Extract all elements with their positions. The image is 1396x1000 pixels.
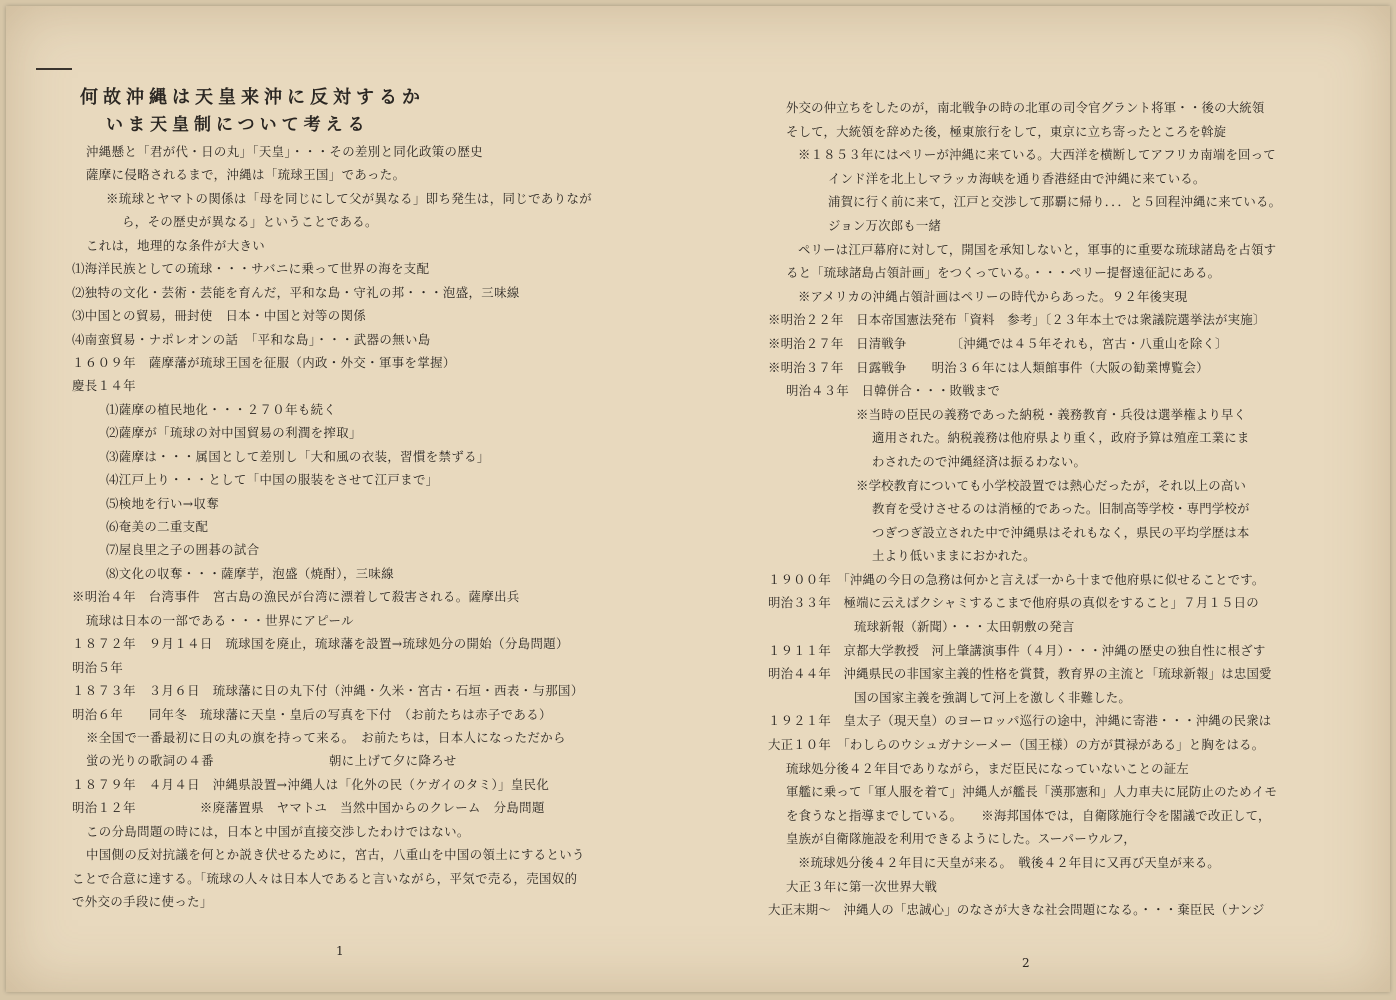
page-number-left: 1	[336, 944, 344, 958]
text-line: ⑶中国との貿易，冊封使 日本・中国と対等の関係	[72, 308, 367, 324]
text-line: ⑻文化の収奪・・・薩摩芋，泡盛（焼酎），三味線	[106, 565, 394, 581]
text-line: ペリーは江戸幕府に対して，開国を承知しないと，軍事的に重要な琉球諸島を占領す	[798, 241, 1277, 257]
text-line: 浦賀に行く前に来て，江戸と交渉して那覇に帰り．．．と５回程沖縄に来ている。	[828, 194, 1282, 210]
text-line: ら，その歴史が異なる」ということである。	[122, 214, 378, 230]
text-line: わされたので沖縄経済は振るわない。	[872, 453, 1087, 469]
text-line: 大正末期～ 沖縄人の「忠誠心」のなさが大きな社会問題になる。・・・棄臣民（ナンジ	[768, 902, 1265, 918]
text-line: 明治３３年 極端に云えばクシャミするこまで他府県の真似をすること」７月１５日の	[768, 595, 1259, 611]
document-sheet	[6, 6, 1390, 992]
text-line: 琉球処分後４２年目でありながら，まだ臣民になっていないことの証左	[786, 760, 1189, 776]
text-line: ⑷江戸上り・・・として「中国の服装をさせて江戸まで」	[106, 472, 439, 488]
document-title: 何故沖縄は天皇来沖に反対するか	[80, 87, 425, 108]
text-line: 土より低いままにおかれた。	[872, 548, 1036, 564]
text-line: ジョン万次郎も一緒	[828, 217, 942, 233]
text-line: ⑹奄美の二重支配	[106, 519, 209, 534]
text-line: ※琉球とヤマトの関係は「母を同じにして父が異なる」即ち発生は，同じでありなが	[106, 190, 593, 206]
text-line: ⑺屋良里之子の囲碁の試合	[106, 542, 260, 558]
text-line: １９１１年 京都大学教授 河上肇講演事件（４月）・・・沖縄の歴史の独自性に根ざす	[768, 642, 1266, 658]
text-line: ※明治４年 台湾事件 宮古島の漁民が台湾に漂着して殺害される。薩摩出兵	[72, 589, 520, 605]
text-line: ※当時の臣民の義務であった納税・義務教育・兵役は選挙権より早く	[856, 406, 1247, 422]
text-line: ※明治２２年 日本帝国憲法発布「資料 参考」〔２３年本土では衆議院選挙法が実施〕	[768, 312, 1266, 328]
document-subtitle: いま天皇制について考える	[106, 115, 370, 135]
text-line: 明治１２年 ※廃藩置県 ヤマトユ 当然中国からのクレーム 分島問題	[72, 800, 545, 816]
right-text-body	[762, 96, 1362, 922]
text-line: １６０９年 薩摩藩が琉球王国を征服（内政・外交・軍事を掌握）	[72, 354, 456, 370]
text-line: ※アメリカの沖縄占領計画はペリーの時代からあった。９２年後実現	[798, 288, 1188, 304]
text-line: 外交の仲立ちをしたのが，南北戦争の時の北軍の司令官グラント将軍・・後の大統領	[786, 100, 1265, 115]
corner-mark	[36, 68, 72, 70]
text-line: ⑸検地を行い→収奪	[106, 495, 220, 511]
text-line: 大正１０年 「わしらのウシュガナシーメー（国王様）の方が貫禄がある」と胸をはる。	[768, 737, 1265, 753]
text-line: 明治５年	[72, 659, 124, 675]
text-line: 中国側の反対抗議を何とか説き伏せるために，宮古，八重山を中国の領土にするという	[86, 847, 585, 863]
text-line: 沖縄懸と「君が代・日の丸」「天皇」・・・その差別と同化政策の歴史	[86, 144, 483, 159]
text-line: を食うなと指導までしている。 ※海邦国体では，自衛隊施行令を閣議で改正して，	[786, 807, 1271, 823]
text-line: 蛍の光りの歌詞の４番 朝に上げて夕に降ろせ	[86, 753, 457, 769]
text-line: 大正３年に第一次世界大戦	[786, 878, 938, 894]
text-line: そして，大統領を辞めた後，極東旅行をして，東京に立ち寄ったところを斡旋	[786, 123, 1227, 139]
text-line: 教育を受けさせるのは消極的であった。旧制高等学校・専門学校が	[872, 501, 1250, 517]
text-line: 琉球新報（新聞）・・・太田朝敷の発言	[854, 619, 1075, 635]
text-line: 皇族が自衛隊施設を利用できるようにした。スーパーウルフ，	[786, 831, 1136, 847]
text-line: 慶長１４年	[72, 378, 136, 394]
text-line: ると「琉球諸島占領計画」をつくっている。・・・ペリー提督遠征記にある。	[786, 265, 1221, 281]
text-line: ⑵薩摩が「琉球の対中国貿易の利潤を搾取」	[106, 425, 362, 441]
text-line: １９００年 「沖縄の今日の急務は何かと言えば一から十まで他府県に似せることです。	[768, 571, 1265, 587]
text-line: 軍艦に乗って「軍人服を着て」沖縄人が艦長「漢那憲和」人力車夫に屁防止のためイモ	[786, 784, 1278, 800]
text-line: 明治４４年 沖縄県民の非国家主義的性格を賞賛，教育界の主流と「琉球新報」は忠国愛	[768, 666, 1272, 682]
text-line: 琉球は日本の一部である・・・世界にアピール	[86, 612, 354, 628]
text-line: ⑷南蛮貿易・ナポレオンの話 「平和な島」・・・武器の無い島	[72, 331, 431, 347]
page-right	[762, 96, 1362, 922]
text-line: １８７３年 ３月６日 琉球藩に日の丸下付（沖縄・久米・宮古・石垣・西表・与那国）	[72, 683, 584, 699]
text-line: ※琉球処分後４２年目に天皇が来る。 戦後４２年目に又再び天皇が来る。	[798, 855, 1220, 870]
text-line: ⑵独特の文化・芸術・芸能を育んだ，平和な島・守礼の邦・・・泡盛，三味線	[72, 284, 520, 300]
text-line: １８７９年 ４月４日 沖縄県設置→沖縄人は「化外の民（ケガイのタミ）」皇民化	[72, 776, 550, 792]
text-line: 薩摩に侵略されるまで，沖縄は「琉球王国」であった。	[86, 167, 406, 183]
text-line: 国の国家主義を強調して河上を激しく非難した。	[854, 689, 1131, 705]
text-line: ⑴薩摩の植民地化・・・２７０年も続く	[106, 401, 337, 417]
page-number-right: 2	[1022, 956, 1030, 970]
text-line: インド洋を北上しマラッカ海峡を通り香港経由で沖縄に来ている。	[828, 170, 1206, 186]
text-line: で外交の手段に使った」	[72, 894, 213, 909]
text-line: 適用された。納税義務は他府県より重く，政府予算は殖産工業にま	[872, 430, 1250, 446]
text-line: 明治４３年 日韓併合・・・敗戦まで	[786, 383, 1001, 399]
text-line: ⑶薩摩は・・・属国として差別し「大和風の衣装，習慣を禁ずる」	[106, 448, 490, 464]
page-left	[72, 84, 672, 913]
text-line: 明治６年 同年冬 琉球藩に天皇・皇后の写真を下付 （お前たちは赤子である）	[72, 706, 552, 722]
text-line: ※１８５３年にはペリーが沖縄に来ている。大西洋を横断してアフリカ南端を回って	[798, 147, 1276, 163]
text-line: １９２１年 皇太子（現天皇）のヨーロッパ巡行の途中，沖縄に寄港・・・沖縄の民衆は	[768, 713, 1272, 729]
text-line: つぎつぎ設立された中で沖縄県はそれもなく，県民の平均学歴は本	[872, 524, 1250, 540]
text-line: これは，地理的な条件が大きい	[86, 237, 266, 253]
left-text-body	[72, 140, 672, 913]
text-line: ⑴海洋民族としての琉球・・・サバニに乗って世界の海を支配	[72, 261, 430, 277]
text-line: ※明治２７年 日清戦争 〔沖縄では４５年それも，宮古・八重山を除く〕	[768, 335, 1228, 351]
text-line: ※全国で一番最初に日の丸の旗を持って来る。 お前たちは，日本人になっただから	[86, 729, 566, 745]
text-line: この分島問題の時には，日本と中国が直接交渉したわけではない。	[86, 823, 470, 839]
text-line: ※学校教育についても小学校設置では熱心だったが，それ以上の高い	[856, 477, 1247, 493]
text-line: ことで合意に達する。「琉球の人々は日本人であると言いながら，平気で売る，売国奴的	[72, 870, 578, 886]
text-line: ※明治３７年 日露戦争 明治３６年には人類館事件（大阪の勧業博覧会）	[768, 359, 1209, 375]
text-line: １８７２年 ９月１４日 琉球国を廃止，琉球藩を設置→琉球処分の開始（分島問題）	[72, 636, 569, 652]
